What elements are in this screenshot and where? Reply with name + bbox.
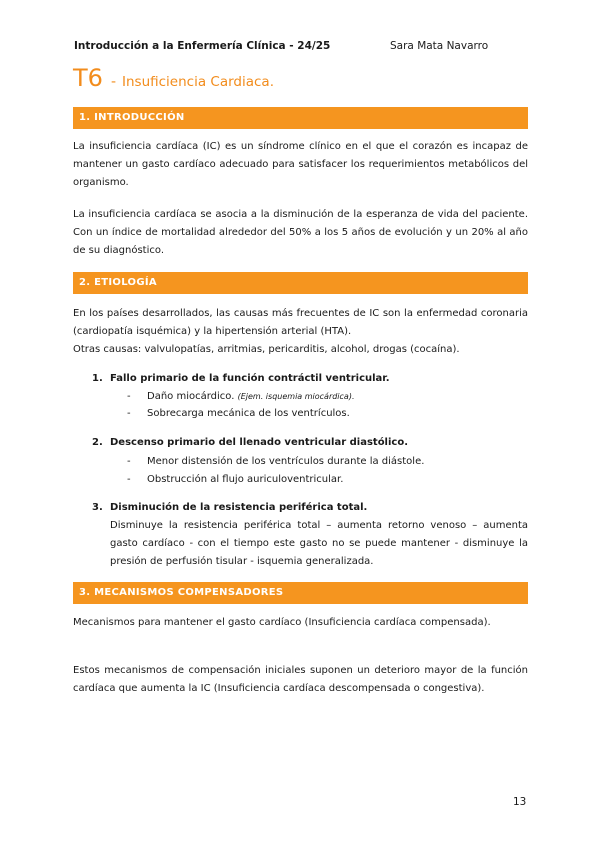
topic-name: Insuficiencia Cardiaca. <box>122 74 274 90</box>
section-heading-etiologia: 2. ETIOLOGÍA <box>73 272 528 294</box>
mechanisms-paragraph-2: Estos mecanismos de compensación iniciales suponen un deterioro mayor de la función cardíaca que aumenta la IC (Insuficiencia cardíaca descompensada o congestiva). <box>73 665 528 694</box>
list-dash: - <box>127 456 131 467</box>
etiology-item-2-sub-2 <box>127 472 343 488</box>
sub-note: (Ejem. isquemia miocárdica). <box>237 392 355 401</box>
list-dash: - <box>127 391 131 402</box>
etiology-item-3-text: Disminuye la resistencia periférica total – aumenta retorno venoso – aumenta gasto cardíaco - con el tiempo este gasto no se puede mantener - disminuye la presión de perfusión tisular - isquemia generalizada. <box>110 520 528 567</box>
intro-paragraph-2: La insuficiencia cardíaca se asocia a la disminución de la esperanza de vida del paciente. Con un índice de mortalidad alrededor del 50% a los 5 años de evolución y un 20% al año de su diagnóstico. <box>73 209 528 256</box>
etiology-item-1-sub-1 <box>127 389 355 405</box>
header-course: Introducción a la Enfermería Clínica - 24/25 <box>74 40 331 52</box>
etiology-item-2-sub-1 <box>127 454 424 470</box>
etiology-item-1-sub-2 <box>127 406 350 422</box>
section-heading-introduccion: 1. INTRODUCCIÓN <box>73 107 528 129</box>
topic-number: T6 <box>73 64 103 92</box>
item-number: 1. <box>92 373 103 384</box>
etiology-paragraph-2: Otras causas: valvulopatías, arritmias, pericarditis, alcohol, drogas (cocaína). <box>73 344 460 355</box>
page-number: 13 <box>513 796 527 808</box>
sub-text: Menor distensión de los ventrículos durante la diástole. <box>147 456 425 467</box>
list-dash: - <box>127 474 131 485</box>
item-title: Descenso primario del llenado ventricular diastólico. <box>110 437 409 448</box>
title-separator: - <box>110 74 116 90</box>
page-title <box>73 64 274 92</box>
etiology-item-3 <box>92 500 528 516</box>
item-title: Disminución de la resistencia periférica total. <box>110 502 368 513</box>
etiology-item-1 <box>92 371 528 387</box>
item-number: 3. <box>92 502 103 513</box>
sub-text: Sobrecarga mecánica de los ventrículos. <box>147 408 350 419</box>
etiology-item-2 <box>92 435 528 451</box>
section-heading-mecanismos: 3. MECANISMOS COMPENSADORES <box>73 582 528 604</box>
mechanisms-paragraph-1: Mecanismos para mantener el gasto cardíaco (Insuficiencia cardíaca compensada). <box>73 617 491 628</box>
item-title: Fallo primario de la función contráctil ventricular. <box>110 373 390 384</box>
sub-text: Obstrucción al flujo auriculoventricular. <box>147 474 344 485</box>
etiology-paragraph-1: En los países desarrollados, las causas más frecuentes de IC son la enfermedad coronaria (cardiopatía isquémica) y la hipertensión arterial (HTA). <box>73 308 528 337</box>
item-number: 2. <box>92 437 103 448</box>
intro-paragraph-1: La insuficiencia cardíaca (IC) es un síndrome clínico en el que el corazón es incapaz de mantener un gasto cardíaco adecuado para satisfacer los requerimientos metabólicos del organismo. <box>73 141 528 188</box>
sub-text: Daño miocárdico. <box>147 391 235 402</box>
header-author: Sara Mata Navarro <box>390 40 489 52</box>
list-dash: - <box>127 408 131 419</box>
